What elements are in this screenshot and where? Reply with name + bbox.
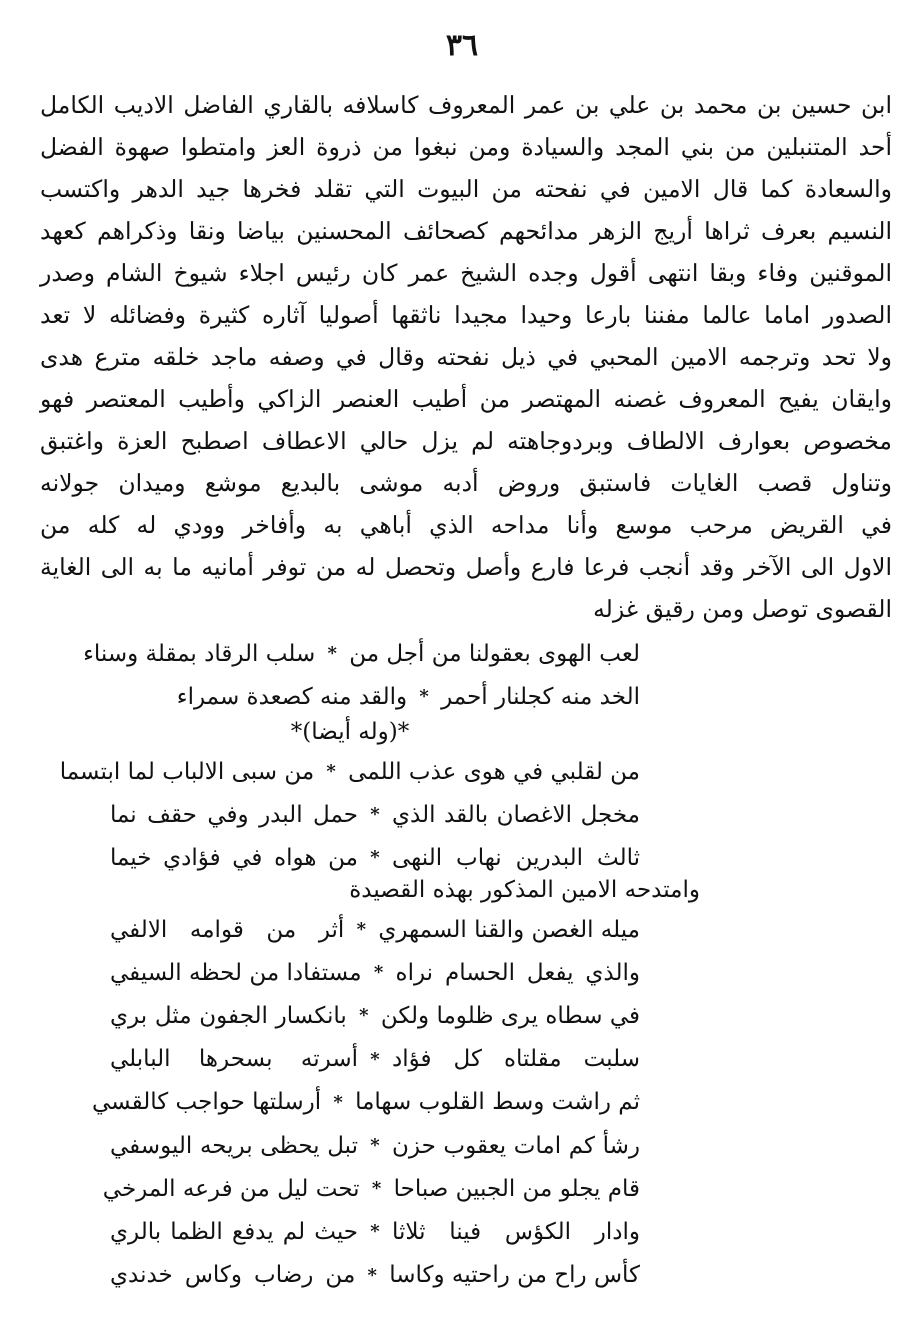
verse-first-hemistich: وادار الكؤس فينا ثلاثا: [392, 1218, 640, 1245]
poem-first: [83, 632, 640, 718]
prose-line: ابن حسين بن محمد بن علي بن عمر المعروف كاسلافه بالقاري الفاضل الاديب الكامل: [40, 91, 892, 119]
verse-first-hemistich: سلبت مقلتاه كل فؤاد: [392, 1046, 640, 1073]
verse-line: [102, 1167, 640, 1210]
page-number: ٣٦: [445, 28, 479, 63]
verse-line: [110, 1254, 640, 1297]
verse-first-hemistich: ثم راشت وسط القلوب سهاما: [355, 1089, 640, 1116]
verse-line: [110, 1210, 640, 1253]
verse-second-hemistich: من رضاب وكاس خدندي: [110, 1262, 356, 1289]
verse-second-hemistich: حيث لم يدفع الظما بالري: [110, 1218, 358, 1245]
verse-second-hemistich: أسرته بسحرها البابلي: [110, 1046, 358, 1073]
verse-second-hemistich: مستفادا من لحظه السيفي: [110, 959, 362, 986]
verse-line: [110, 793, 640, 836]
verse-second-hemistich: بانكسار الجفون مثل بري: [110, 1002, 347, 1029]
verse-line: [59, 750, 640, 793]
prose-line: والسعادة كما قال الامين في نفحته من البيوت التي تقلد فخرها جيد الدهر واكتسب: [40, 175, 892, 203]
star-separator: *: [327, 643, 337, 664]
prose-paragraph: [40, 84, 892, 630]
verse-line: [110, 951, 640, 994]
star-separator: *: [356, 919, 367, 941]
prose-line: مخصوص بعوارف الالطاف وبردوجاهته لم يزل حالي الاعطاف اصطبح العزة واغتبق: [40, 427, 892, 455]
verse-line: [110, 908, 640, 951]
verse-first-hemistich: كأس راح من راحتيه وكاسا: [389, 1262, 640, 1289]
verse-second-hemistich: من هواه في فؤادي خيما: [110, 844, 358, 871]
verse-second-hemistich: أثر من قوامه الالفي: [110, 916, 345, 943]
star-separator: *: [326, 761, 336, 783]
verse-second-hemistich: أرسلتها حواجب كالقسي: [91, 1089, 322, 1116]
section-heading: *(وله أيضا)*: [290, 719, 410, 745]
star-separator: *: [370, 1221, 380, 1243]
poem-second: [59, 750, 640, 880]
prose-line: ولا تحد وترجمه الامين المحبي في ذيل نفحته وقال في وصفه ماجد خلقه مترع هدى: [40, 343, 892, 371]
verse-first-hemistich: قام يجلو من الجبين صباحا: [393, 1175, 640, 1202]
verse-second-hemistich: سلب الرقاد بمقلة وسناء: [83, 640, 316, 667]
prose-line: الموقنين وفاء وبقا انتهى أقول وجده الشيخ عمر كان رئيس اجلاء شيوخ الشام وصدر: [40, 259, 892, 287]
verse-line: [83, 632, 640, 675]
poem-third: [91, 908, 640, 1297]
verse-first-hemistich: رشأ كم امات يعقوب حزن: [392, 1132, 640, 1159]
star-separator: *: [367, 1264, 377, 1286]
prose-line: النسيم بعرف ثراها أريج الزهر مدائحهم كصحائف المحسنين بياضا ونقا وذكراهم كعهد: [40, 217, 892, 245]
verse-line: [110, 994, 640, 1037]
star-separator: *: [370, 1135, 380, 1157]
verse-first-hemistich: مخجل الاغصان بالقد الذي: [392, 801, 640, 828]
prose-line: الاول الى الآخر وقد أنجب فرعا فارع وأصل وتحصل له من توفر أمانيه ما به الى الغاية: [40, 553, 892, 581]
star-separator: *: [370, 804, 380, 826]
star-separator: *: [370, 1048, 380, 1070]
prose-line: أحد المتنبلين من بني المجد والسيادة ومن نبغوا من ذروة العز وامتطوا صهوة الفضل: [40, 133, 892, 161]
verse-second-hemistich: من سبى الالباب لما ابتسما: [59, 758, 315, 785]
verse-line: [110, 1038, 640, 1081]
verse-second-hemistich: والقد منه كصعدة سمراء: [176, 683, 408, 710]
star-separator: *: [373, 962, 384, 984]
verse-first-hemistich: من لقلبي في هوى عذب اللمى: [348, 758, 640, 785]
star-separator: *: [333, 1091, 343, 1113]
star-separator: *: [419, 686, 429, 707]
verse-first-hemistich: في سطاه يرى ظلوما ولكن: [380, 1002, 640, 1029]
verse-first-hemistich: ميله الغصن والقنا السمهري: [378, 916, 640, 943]
star-separator: *: [371, 1178, 382, 1200]
prose-line: القصوى توصل ومن رقيق غزله: [593, 595, 892, 623]
star-separator: *: [359, 1005, 369, 1027]
prose-line: في القريض مرحب موسع وأنا مداحه الذي أباهي به وأفاخر وودي له كله من: [40, 511, 892, 539]
prose-line: وايقان يفيح المعروف غصنه المهتصر من أطيب العنصر الزاكي وأطيب المعتصر فهو: [40, 385, 892, 413]
verse-first-hemistich: الخد منه كجلنار أحمر: [441, 683, 640, 710]
verse-first-hemistich: والذي يفعل الحسام نراه: [395, 959, 640, 986]
verse-line: [91, 1081, 640, 1124]
prose-line: وتناول قصب الغايات فاستبق وروض أدبه موشى بالبديع موشع وميدان جولانه: [40, 469, 892, 497]
verse-first-hemistich: ثالث البدرين نهاب النهى: [392, 844, 640, 871]
prose-line: الصدور اماما عالما مفننا بارعا وحيدا مجيدا ناثقها أصوليا آثاره كثيرة وفضائله لا تعد: [40, 301, 892, 329]
poem-introduction: وامتدحه الامين المذكور بهذه القصيدة: [349, 877, 700, 903]
verse-second-hemistich: حمل البدر وفي حقف نما: [110, 801, 358, 828]
verse-second-hemistich: تبل يحظى بريحه اليوسفي: [110, 1132, 358, 1159]
verse-line: [110, 1124, 640, 1167]
verse-second-hemistich: تحت ليل من فرعه المرخي: [102, 1175, 360, 1202]
star-separator: *: [370, 847, 380, 869]
verse-first-hemistich: لعب الهوى بعقولنا من أجل من: [349, 640, 640, 667]
